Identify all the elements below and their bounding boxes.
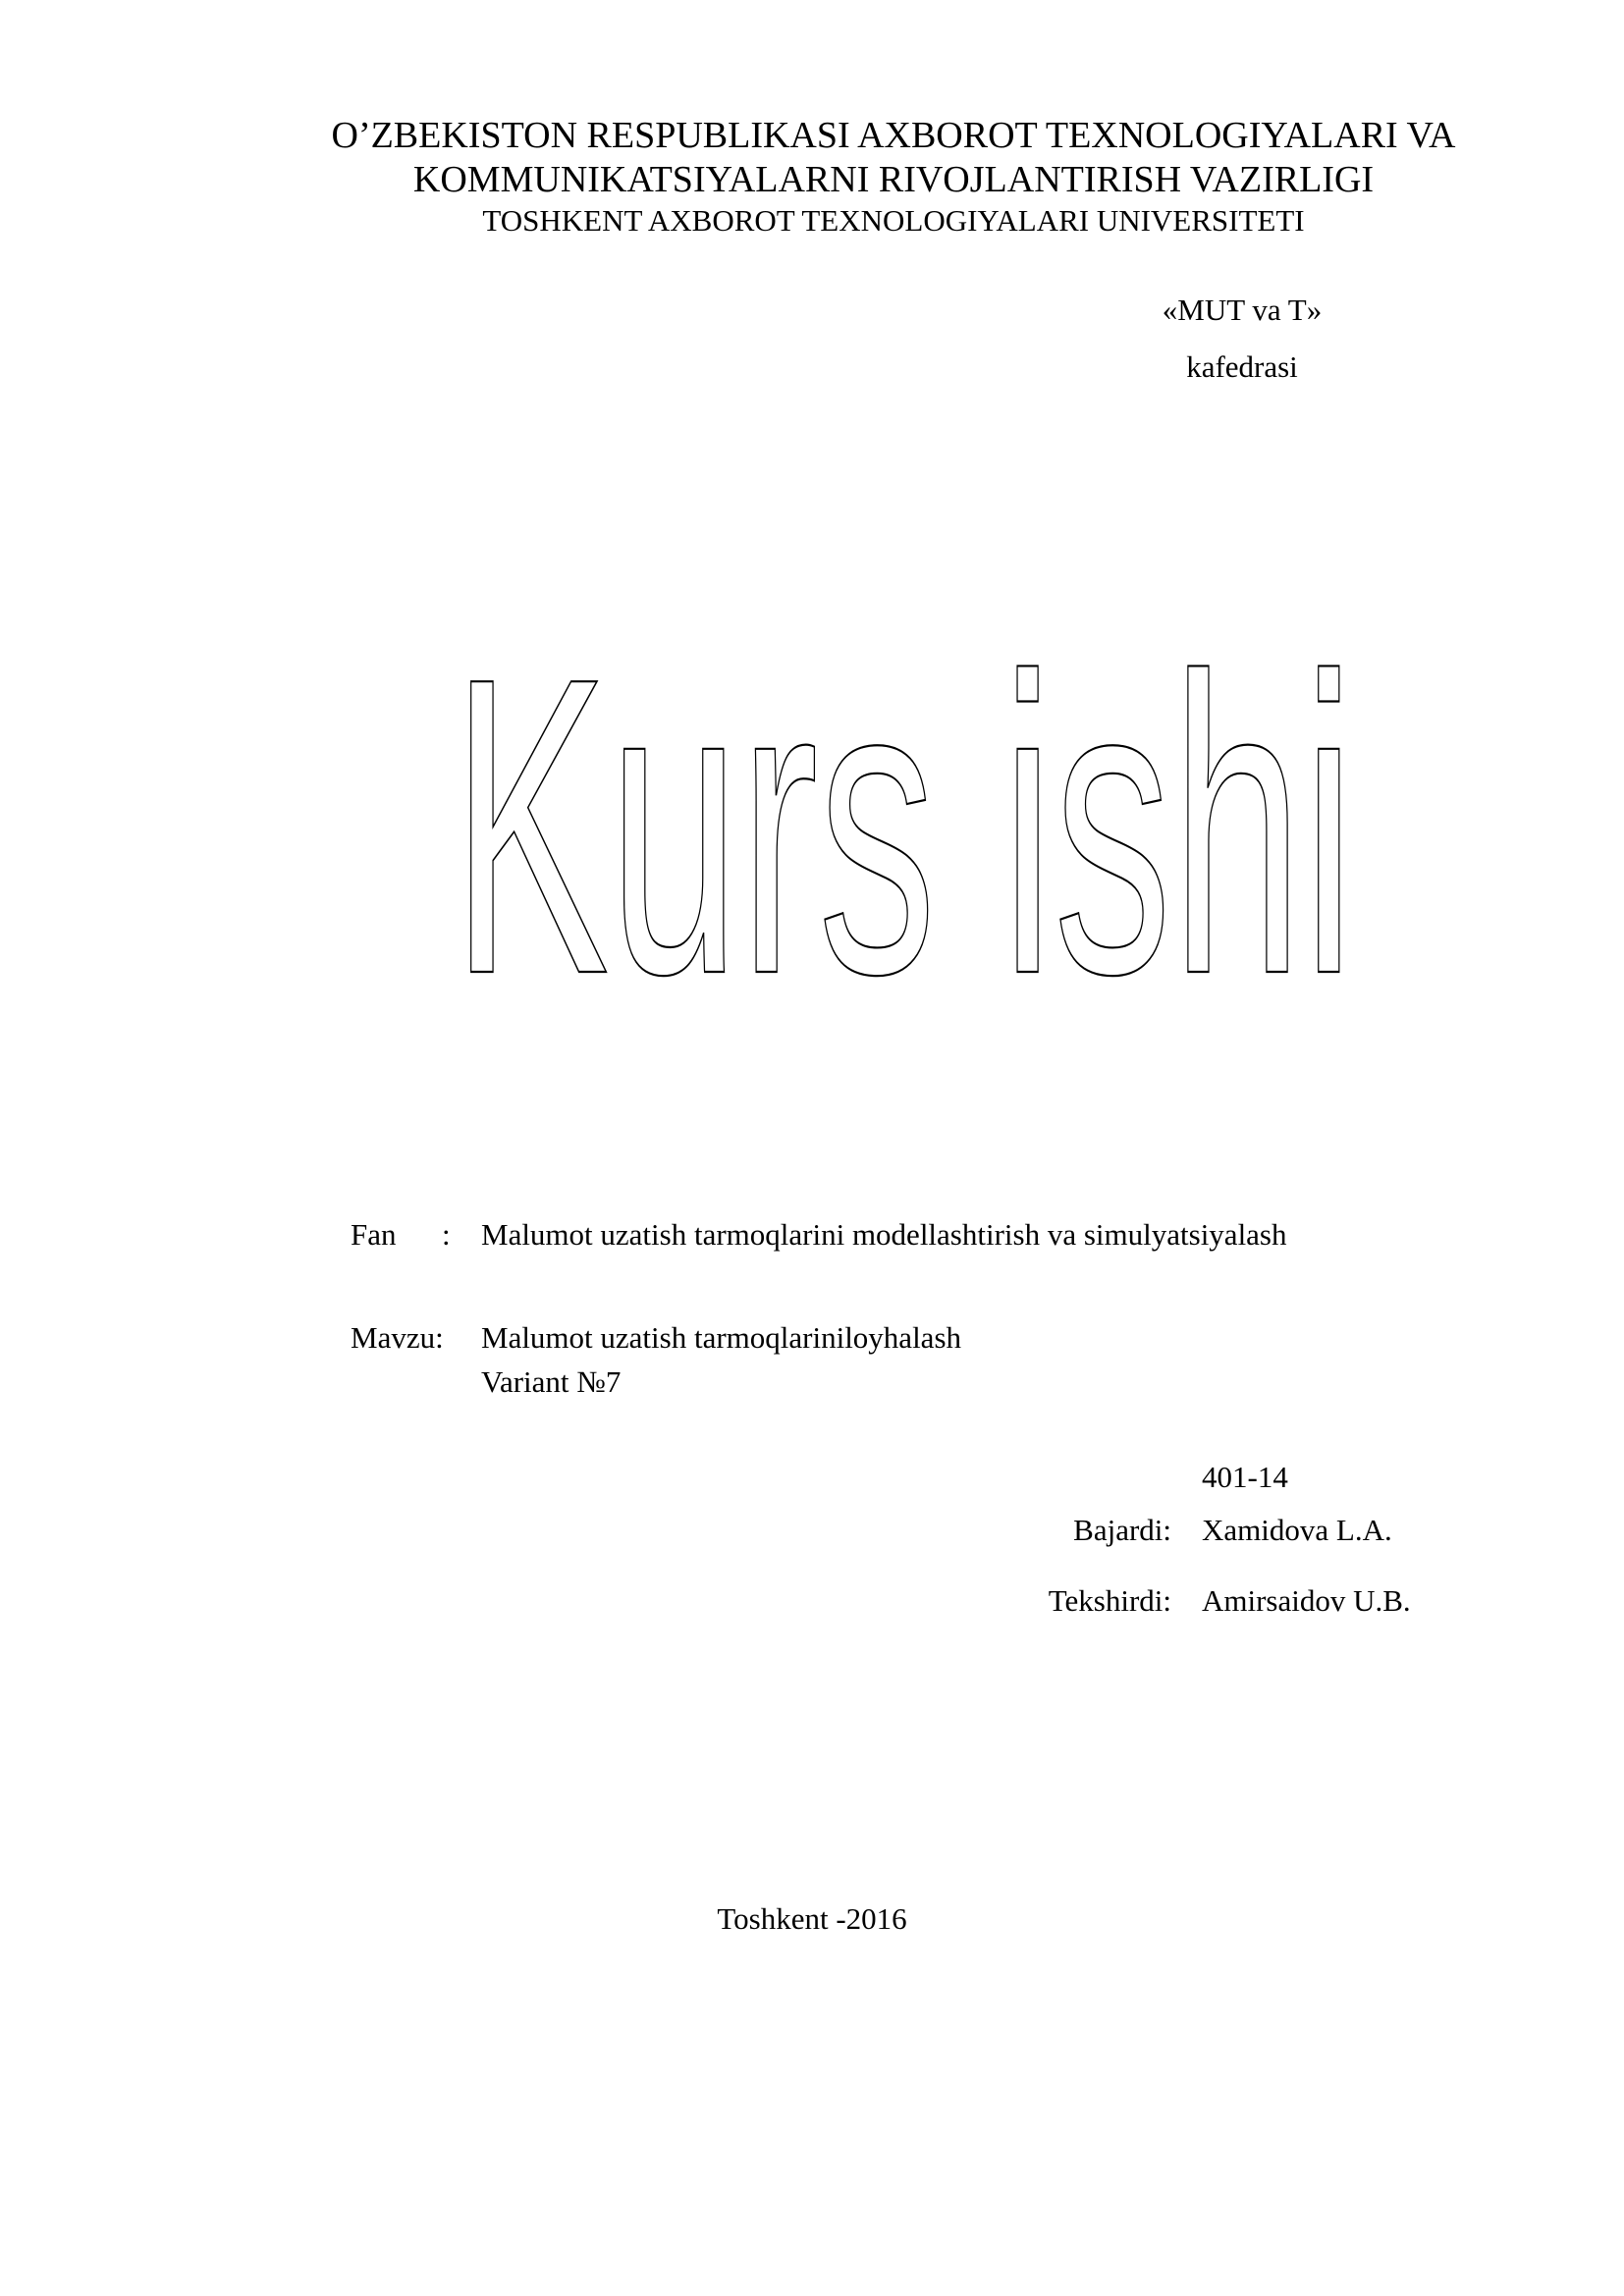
ministry-line-2: KOMMUNIKATSIYALARNI RIVOJLANTIRISH VAZIRLIGI [412, 159, 1375, 200]
fan-value: Malumot uzatish tarmoqlarini modellashtirish va simulyatsiyalash [481, 1217, 1287, 1252]
department-label: kafedrasi [1186, 349, 1298, 384]
fan-label: Fan [351, 1217, 397, 1252]
university-name: TOSHKENT AXBOROT TEXNOLOGIYALARI UNIVERSITETI [482, 203, 1305, 238]
department-name: «MUT va T» [1162, 293, 1323, 327]
group-number: 401-14 [1202, 1460, 1288, 1494]
bajardi-label: Bajardi: [1073, 1513, 1171, 1547]
outlined-title [412, 599, 1394, 1011]
mavzu-label: Mavzu: [351, 1320, 444, 1355]
ministry-line-1: O’ZBEKISTON RESPUBLIKASI AXBOROT TEXNOLOGIYALARI VA [331, 115, 1456, 156]
title-text: Kurs ishi [452, 599, 1355, 1011]
fan-colon: : [442, 1217, 451, 1252]
tekshirdi-label: Tekshirdi: [1048, 1583, 1171, 1618]
variant-number: Variant №7 [481, 1364, 622, 1399]
city-year: Toshkent -2016 [717, 1901, 907, 1936]
mavzu-value: Malumot uzatish tarmoqlariniloyhalash [481, 1320, 962, 1355]
bajardi-value: Xamidova L.A. [1202, 1513, 1392, 1547]
tekshirdi-value: Amirsaidov U.B. [1202, 1583, 1411, 1618]
